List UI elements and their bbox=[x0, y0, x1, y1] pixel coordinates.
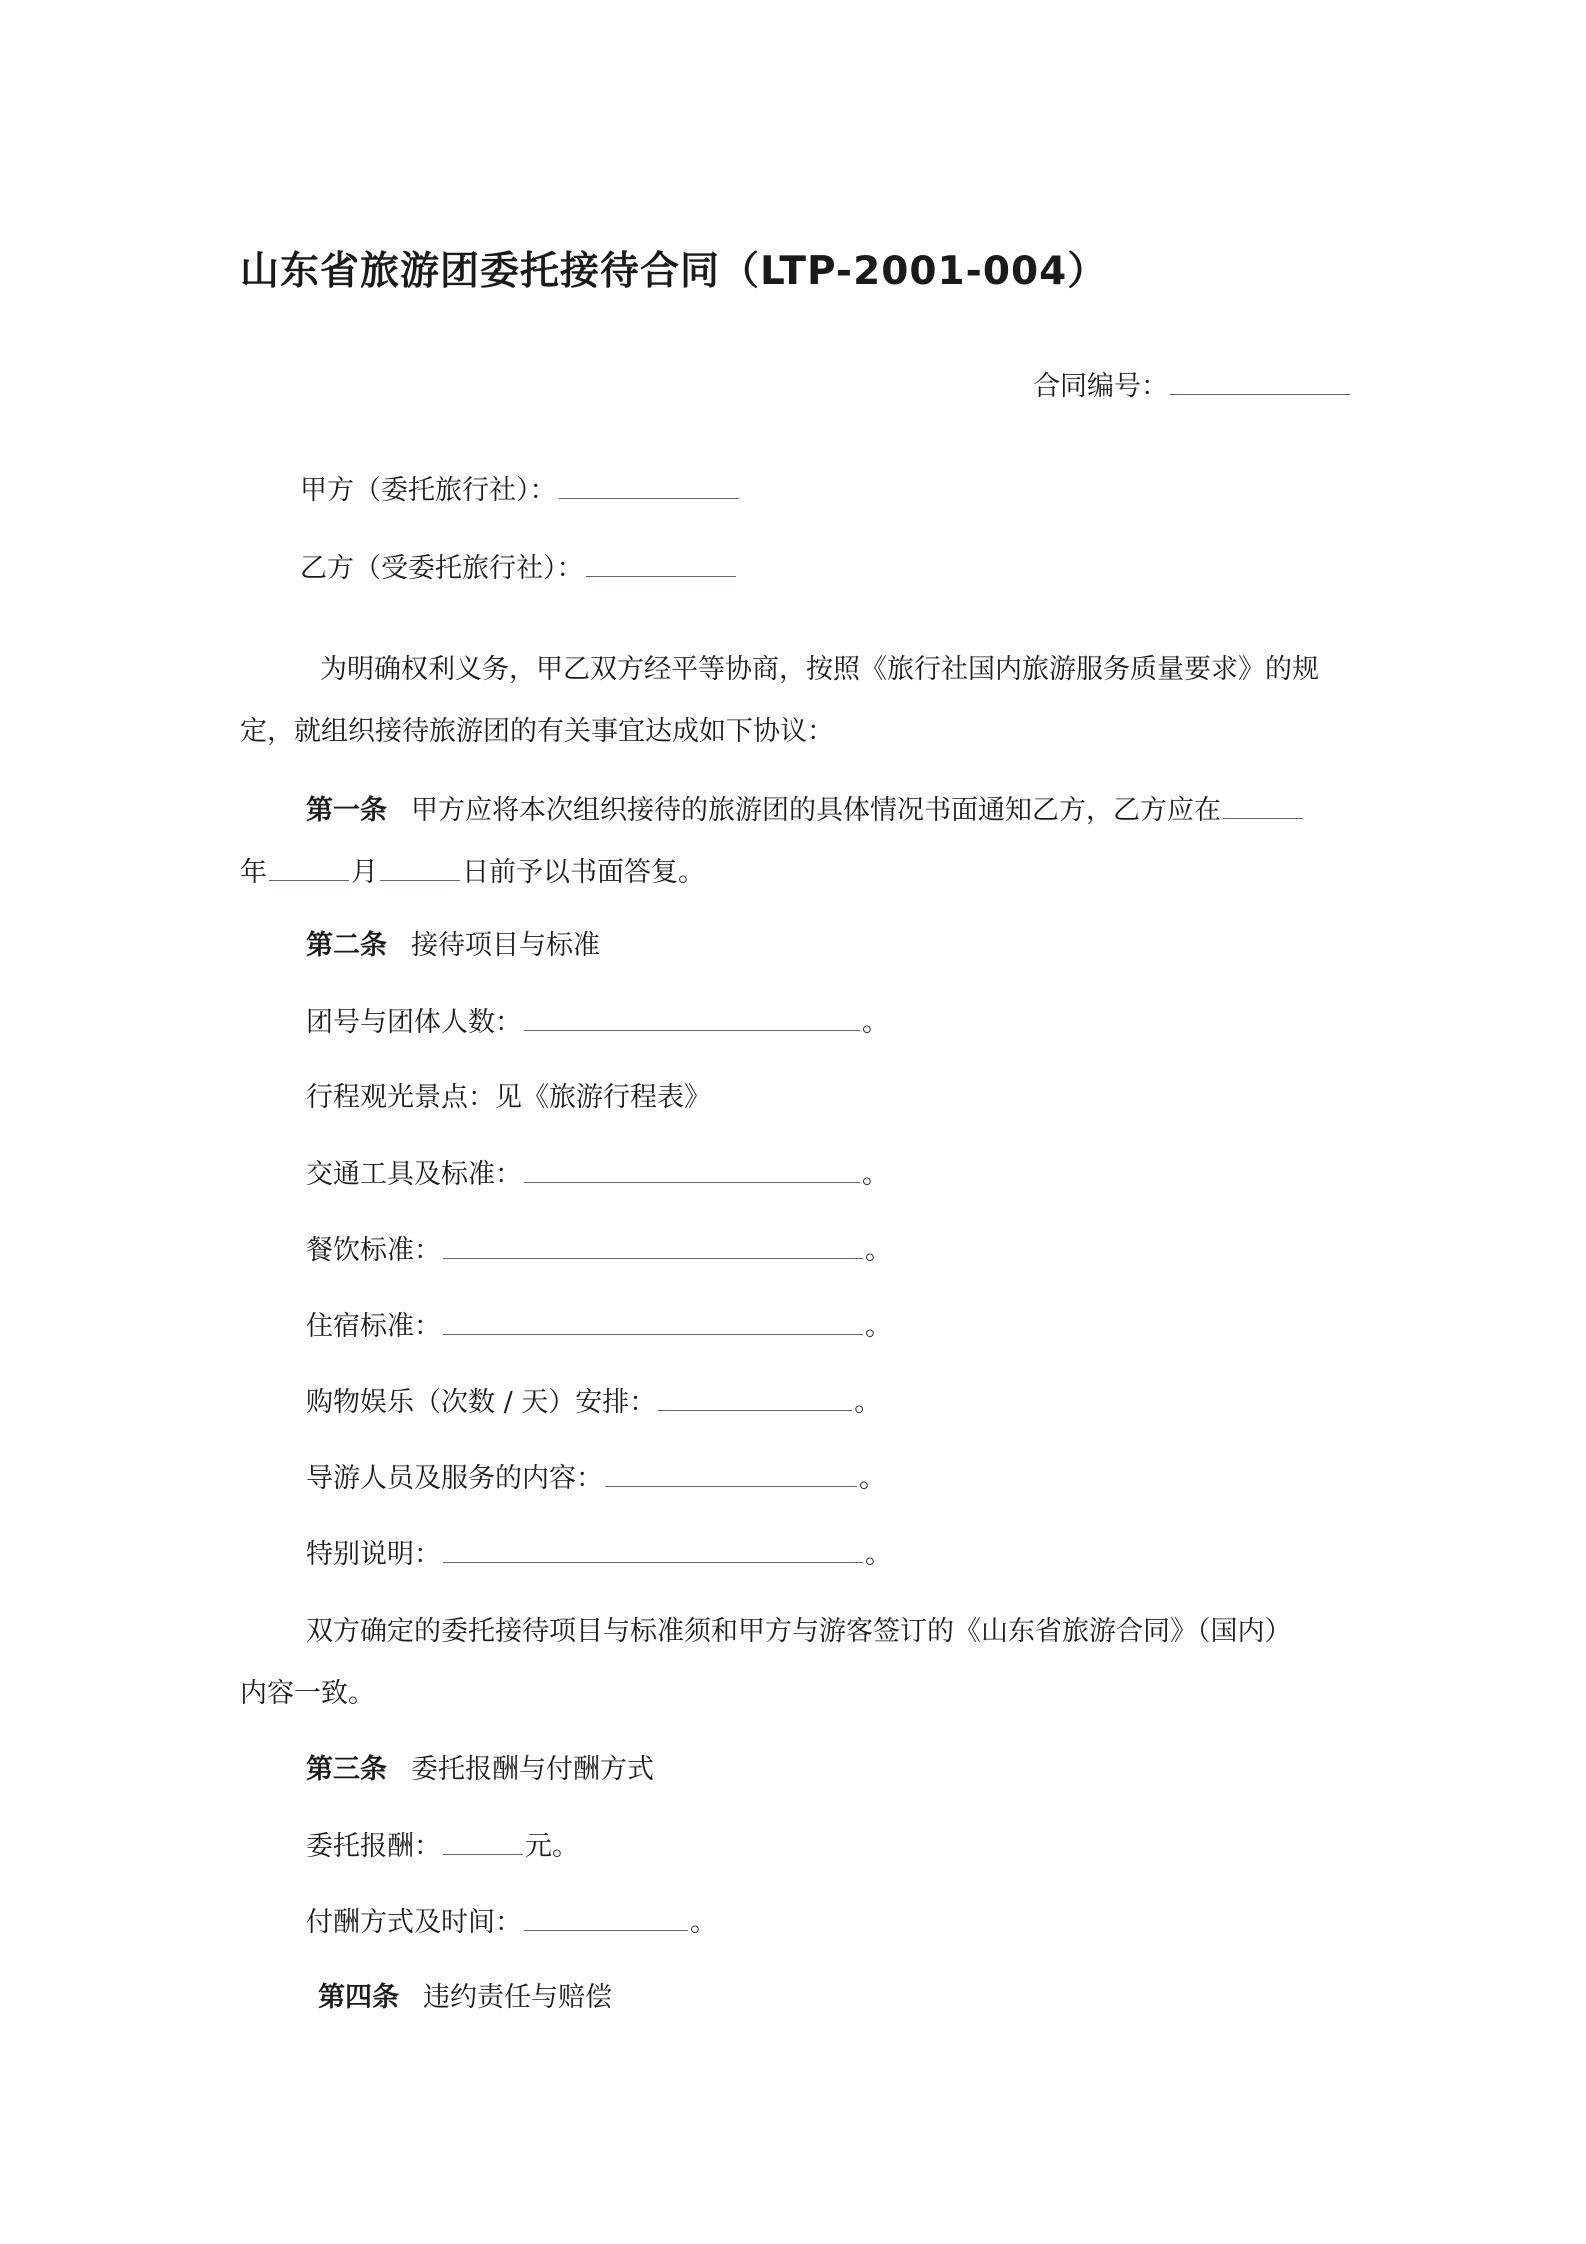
guide-row bbox=[306, 1458, 886, 1499]
article-1-date-blank[interactable] bbox=[1223, 790, 1303, 819]
itinerary-row: 行程观光景点：见《旅游行程表》 bbox=[306, 1082, 711, 1113]
party-b-blank[interactable] bbox=[586, 548, 736, 577]
month-label: 月 bbox=[351, 857, 378, 888]
guide-blank[interactable] bbox=[605, 1458, 857, 1487]
special-row bbox=[306, 1534, 892, 1575]
meal-row bbox=[306, 1230, 892, 1271]
article-2-heading-row bbox=[306, 926, 600, 966]
article-3-title: 委托报酬与付酬方式 bbox=[411, 1754, 654, 1785]
intro-line-2: 定，就组织接待旅游团的有关事宜达成如下协议： bbox=[240, 716, 834, 747]
shopping-blank[interactable] bbox=[658, 1382, 852, 1411]
agreement-line-1: 双方确定的委托接待项目与标准须和甲方与游客签订的《山东省旅游合同》（国内） bbox=[306, 1616, 1292, 1647]
year-blank[interactable] bbox=[269, 852, 349, 881]
meal-period: 。 bbox=[865, 1235, 892, 1266]
article-1-line-1 bbox=[306, 790, 1305, 831]
article-1-text: 甲方应将本次组织接待的旅游团的具体情况书面通知乙方，乙方应在 bbox=[411, 795, 1221, 826]
article-4-heading-row bbox=[318, 1978, 612, 2018]
contract-number-label: 合同编号： bbox=[1033, 371, 1168, 402]
fee-blank[interactable] bbox=[443, 1826, 523, 1855]
hotel-blank[interactable] bbox=[443, 1306, 863, 1335]
special-label: 特别说明： bbox=[306, 1539, 441, 1570]
article-4-title: 违约责任与赔偿 bbox=[423, 1982, 612, 2013]
year-label: 年 bbox=[240, 857, 267, 888]
transport-row bbox=[306, 1154, 889, 1195]
fee-unit: 元。 bbox=[525, 1831, 579, 1862]
meal-label: 餐饮标准： bbox=[306, 1235, 441, 1266]
group-blank[interactable] bbox=[524, 1002, 860, 1031]
shopping-row bbox=[306, 1382, 881, 1423]
hotel-label: 住宿标准： bbox=[306, 1311, 441, 1342]
guide-label: 导游人员及服务的内容： bbox=[306, 1463, 603, 1494]
transport-label: 交通工具及标准： bbox=[306, 1159, 522, 1190]
party-a-label: 甲方（委托旅行社）： bbox=[300, 475, 557, 506]
article-1-line-2 bbox=[240, 852, 705, 893]
article-1-text-2: 日前予以书面答复。 bbox=[462, 857, 705, 888]
article-1-heading: 第一条 bbox=[306, 795, 387, 826]
hotel-row bbox=[306, 1306, 892, 1347]
agreement-line-2: 内容一致。 bbox=[240, 1678, 375, 1709]
contract-number-blank[interactable] bbox=[1170, 366, 1350, 395]
hotel-period: 。 bbox=[865, 1311, 892, 1342]
party-b-row bbox=[300, 548, 738, 589]
group-label: 团号与团体人数： bbox=[306, 1007, 522, 1038]
article-2-title: 接待项目与标准 bbox=[411, 930, 600, 961]
article-3-heading-row bbox=[306, 1750, 654, 1790]
transport-blank[interactable] bbox=[524, 1154, 860, 1183]
intro-line-1: 为明确权利义务，甲乙双方经平等协商，按照《旅行社国内旅游服务质量要求》的规 bbox=[320, 654, 1319, 685]
article-4-heading: 第四条 bbox=[318, 1982, 399, 2013]
article-3-heading: 第三条 bbox=[306, 1754, 387, 1785]
payment-label: 付酬方式及时间： bbox=[306, 1907, 522, 1938]
fee-row bbox=[306, 1826, 579, 1867]
payment-period: 。 bbox=[690, 1907, 717, 1938]
shopping-label: 购物娱乐（次数 / 天）安排： bbox=[306, 1387, 657, 1418]
article-2-heading: 第二条 bbox=[306, 930, 387, 961]
party-a-blank[interactable] bbox=[559, 470, 739, 499]
fee-label: 委托报酬： bbox=[306, 1831, 441, 1862]
page-title: 山东省旅游团委托接待合同（LTP-2001-004） bbox=[240, 249, 1108, 294]
party-b-label: 乙方（受委托旅行社）： bbox=[300, 553, 584, 584]
meal-blank[interactable] bbox=[443, 1230, 863, 1259]
month-blank[interactable] bbox=[380, 852, 460, 881]
special-period: 。 bbox=[865, 1539, 892, 1570]
payment-blank[interactable] bbox=[524, 1902, 688, 1931]
special-blank[interactable] bbox=[443, 1534, 863, 1563]
group-period: 。 bbox=[862, 1007, 889, 1038]
party-a-row bbox=[300, 470, 741, 511]
transport-period: 。 bbox=[862, 1159, 889, 1190]
guide-period: 。 bbox=[859, 1463, 886, 1494]
group-row bbox=[306, 1002, 889, 1043]
contract-number-row bbox=[1033, 366, 1352, 407]
shopping-period: 。 bbox=[854, 1387, 882, 1418]
payment-row bbox=[306, 1902, 717, 1943]
